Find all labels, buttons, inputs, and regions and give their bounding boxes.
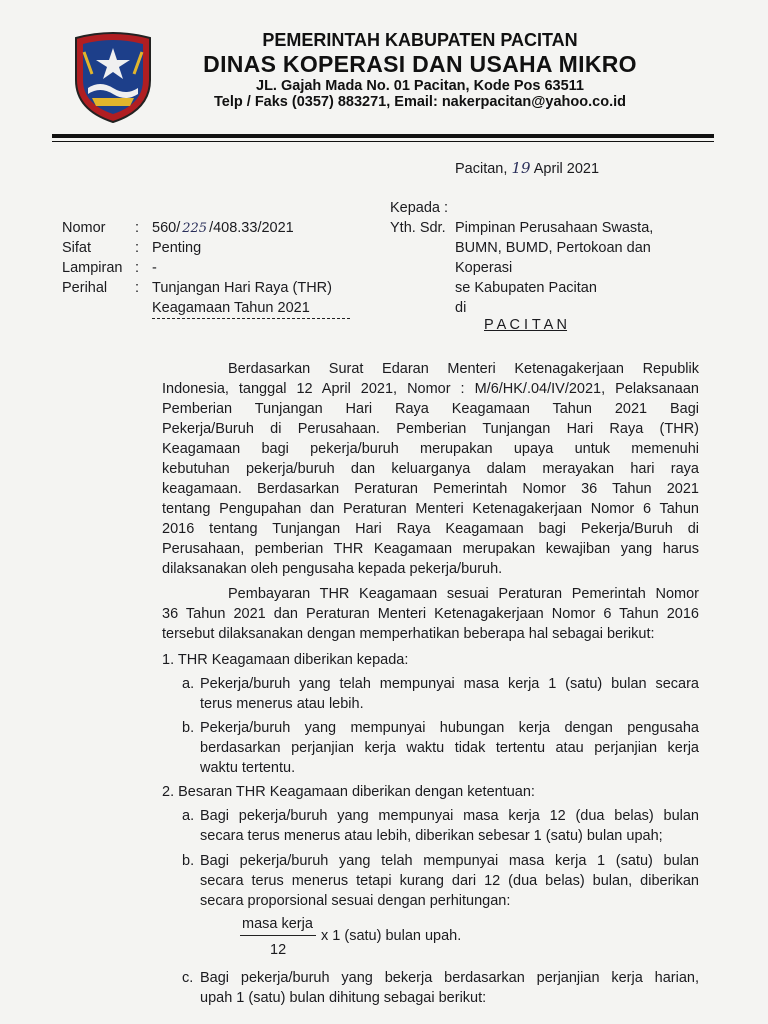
recipient-city: P A C I T A N bbox=[484, 317, 568, 333]
letterhead-address: JL. Gajah Mada No. 01 Pacitan, Kode Pos 63511 bbox=[256, 78, 584, 94]
body-paragraph-1-line: dilaksanakan oleh pengusaha kepada pekerja/buruh. bbox=[162, 561, 503, 577]
recipient-yth: Yth. Sdr. bbox=[390, 220, 446, 236]
formula-fraction-bar bbox=[240, 935, 316, 936]
body-paragraph-1-line: Keagamaan bagi pekerja/buruh merupakan upaya untuk memenuhi bbox=[162, 441, 699, 457]
formula-multiplier: x 1 (satu) bulan upah. bbox=[321, 928, 462, 944]
letter-date bbox=[455, 158, 599, 179]
list-item-2a-marker: a. bbox=[182, 808, 195, 824]
date-place: Pacitan, bbox=[455, 161, 508, 177]
recipient-line: Pimpinan Perusahaan Swasta, bbox=[455, 220, 654, 236]
lampiran-label: Lampiran bbox=[62, 260, 123, 276]
body-paragraph-1-line: Perusahaan, pemberian THR Keagamaan merupakan kewajiban yang harus bbox=[162, 541, 699, 557]
sifat-label: Sifat bbox=[62, 240, 92, 256]
perihal-label: Perihal bbox=[62, 280, 108, 296]
perihal-value-line2: Keagamaan Tahun 2021 bbox=[152, 300, 310, 316]
list-item-1b-line: berdasarkan perjanjian kerja waktu tidak tertentu atau perjanjian kerja bbox=[200, 740, 699, 756]
body-paragraph-1-line: keagamaan. Berdasarkan Peraturan Pemerintah Nomor 36 Tahun 2021 bbox=[162, 481, 699, 497]
nomor-suffix: /408.33/2021 bbox=[209, 220, 294, 236]
body-paragraph-2-line: Pembayaran THR Keagamaan sesuai Peraturan Pemerintah Nomor bbox=[228, 586, 699, 602]
body-paragraph-1-line: Pemberian Tunjangan Hari Raya Keagamaan Tahun 2021 Bagi bbox=[162, 401, 699, 417]
list-item-2c-line: Bagi pekerja/buruh yang bekerja berdasarkan perjanjian kerja harian, bbox=[200, 970, 699, 986]
letterhead-rule-thick bbox=[52, 134, 714, 138]
body-paragraph-1-line: Berdasarkan Surat Edaran Menteri Ketenagakerjaan Republik bbox=[228, 361, 699, 377]
perihal-dashed-underline bbox=[152, 318, 350, 319]
recipient-kepada: Kepada : bbox=[390, 200, 449, 216]
formula-numerator: masa kerja bbox=[242, 916, 313, 932]
recipient-line: di bbox=[455, 300, 467, 316]
letterhead-agency: DINAS KOPERASI DAN USAHA MIKRO bbox=[203, 51, 637, 77]
nomor-label: Nomor bbox=[62, 220, 106, 236]
list-item-2c-line: upah 1 (satu) bulan dihitung sebagai berikut: bbox=[200, 990, 487, 1006]
sifat-colon: : bbox=[135, 240, 140, 256]
perihal-value-line1: Tunjangan Hari Raya (THR) bbox=[152, 280, 332, 296]
nomor-prefix: 560/ bbox=[152, 220, 181, 236]
recipient-line: Koperasi bbox=[455, 260, 513, 276]
body-paragraph-1-line: kebutuhan pekerja/buruh dan keluarganya dalam merayakan hari raya bbox=[162, 461, 699, 477]
body-paragraph-1-line: Pekerja/Buruh di Perusahaan. Pemberian Tunjangan Hari Raya (THR) bbox=[162, 421, 699, 437]
letterhead-rule-thin bbox=[52, 141, 714, 142]
recipient-line: BUMN, BUMD, Pertokoan dan bbox=[455, 240, 651, 256]
list-item-1b-marker: b. bbox=[182, 720, 195, 736]
list-item-1a-marker: a. bbox=[182, 676, 195, 692]
body-paragraph-1-line: tentang Pengupahan dan Peraturan Menteri Ketenagakerjaan Nomor 6 Tahun bbox=[162, 501, 699, 517]
nomor-value bbox=[152, 218, 294, 239]
list-item-1-heading: 1. THR Keagamaan diberikan kepada: bbox=[162, 652, 409, 668]
lampiran-value: - bbox=[152, 260, 157, 276]
letterhead-contact: Telp / Faks (0357) 883271, Email: nakerpacitan@yahoo.co.id bbox=[214, 94, 626, 110]
list-item-2b-line: Bagi pekerja/buruh yang telah mempunyai masa kerja 1 (satu) bulan bbox=[200, 853, 699, 869]
sifat-value: Penting bbox=[152, 240, 202, 256]
nomor-colon: : bbox=[135, 220, 140, 236]
recipient-line: se Kabupaten Pacitan bbox=[455, 280, 597, 296]
list-item-1a-line: terus menerus atau lebih. bbox=[200, 696, 364, 712]
list-item-2c-marker: c. bbox=[182, 970, 194, 986]
list-item-2-heading: 2. Besaran THR Keagamaan diberikan dengan ketentuan: bbox=[162, 784, 535, 800]
lampiran-colon: : bbox=[135, 260, 140, 276]
body-paragraph-2-line: tersebut dilaksanakan dengan memperhatikan beberapa hal sebagai berikut: bbox=[162, 626, 655, 642]
date-day-handwritten: 19 bbox=[511, 159, 531, 177]
list-item-2a-line: Bagi pekerja/buruh yang mempunyai masa kerja 12 (dua belas) bulan bbox=[200, 808, 699, 824]
list-item-1b-line: waktu tertentu. bbox=[200, 760, 296, 776]
body-paragraph-1-line: Indonesia, tanggal 12 April 2021, Nomor : M/6/HK/.04/IV/2021, Pelaksanaan bbox=[162, 381, 699, 397]
list-item-2a-line: secara terus menerus atau lebih, diberikan sebesar 1 (satu) bulan upah; bbox=[200, 828, 663, 844]
list-item-2b-line: secara terus menerus tetapi kurang dari 12 (dua belas) bulan, diberikan bbox=[200, 873, 699, 889]
list-item-1b-line: Pekerja/buruh yang mempunyai hubungan kerja dengan pengusaha bbox=[200, 720, 699, 736]
perihal-colon: : bbox=[135, 280, 140, 296]
body-paragraph-1-line: 2016 tentang Tunjangan Hari Raya Keagamaan bagi Pekerja/Buruh di bbox=[162, 521, 699, 537]
list-item-2b-line: secara proporsional sesuai dengan perhitungan: bbox=[200, 893, 511, 909]
nomor-handwritten: 225 bbox=[182, 221, 208, 236]
letterhead-government: PEMERINTAH KABUPATEN PACITAN bbox=[262, 30, 578, 50]
formula-denominator: 12 bbox=[270, 942, 287, 958]
date-month-year: April 2021 bbox=[533, 161, 600, 177]
body-paragraph-2-line: 36 Tahun 2021 dan Peraturan Menteri Ketenagakerjaan Nomor 6 Tahun 2016 bbox=[162, 606, 699, 622]
list-item-2b-marker: b. bbox=[182, 853, 195, 869]
list-item-1a-line: Pekerja/buruh yang telah mempunyai masa kerja 1 (satu) bulan secara bbox=[200, 676, 699, 692]
pacitan-crest-logo bbox=[70, 30, 156, 124]
